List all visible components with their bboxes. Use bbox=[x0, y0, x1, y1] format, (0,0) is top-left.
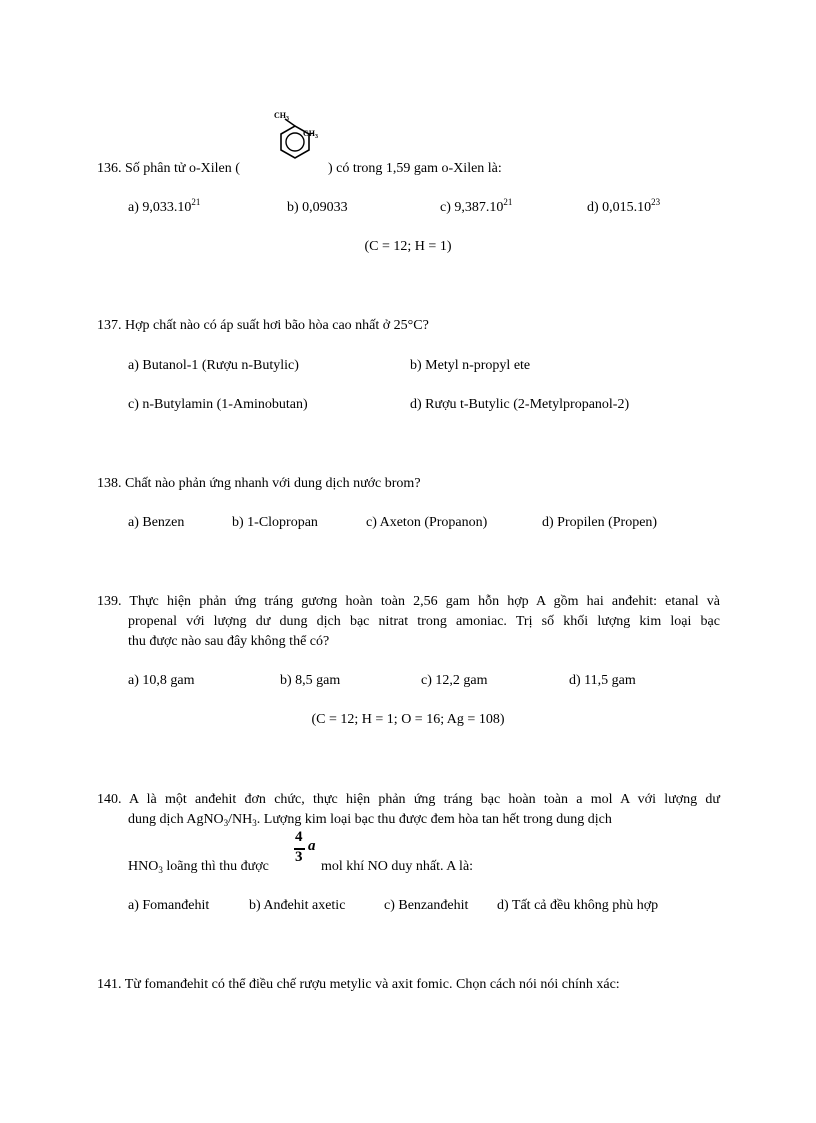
question-141: 141. Từ fomanđehit có thể điều chế rượu metylic và axit fomic. Chọn cách nói nói chính xác: bbox=[97, 977, 620, 992]
question-136-suffix: ) có trong 1,59 gam o-Xilen là: bbox=[328, 161, 502, 176]
option-138-d[interactable]: d) Propilen (Propen) bbox=[542, 515, 658, 530]
methyl-label-1: $CH_3$ bbox=[274, 111, 289, 122]
option-137-d[interactable]: d) Rượu t-Butylic (2-Metylpropanol-2) bbox=[410, 397, 630, 412]
option-136-a[interactable]: a) 9,033.10$^{21}$ bbox=[128, 197, 201, 215]
note-139: (C = 12; H = 1; O = 16; Ag = 108) bbox=[311, 712, 505, 727]
option-136-b[interactable]: b) 0,09033 bbox=[287, 200, 348, 215]
question-136 bbox=[97, 160, 240, 178]
fraction-numerator: 4 bbox=[295, 829, 303, 845]
o-xylene-structure bbox=[262, 106, 326, 171]
option-139-d[interactable]: d) 11,5 gam bbox=[569, 673, 636, 688]
benzene-ring-icon bbox=[262, 106, 326, 166]
note-136: (C = 12; H = 1) bbox=[364, 239, 452, 254]
option-137-a[interactable]: a) Butanol-1 (Rượu n-Butylic) bbox=[128, 358, 299, 373]
question-139-line-3: thu được nào sau đây không thể có? bbox=[128, 634, 330, 649]
question-139-line-2: propenal với lượng dư dung dịch bạc nitrat trong amoniac. Trị số khối lượng kim loại bạc bbox=[128, 614, 720, 629]
question-136-prefix: 136. Số phân tử o-Xilen ( bbox=[97, 161, 240, 176]
question-140-line-1: 140. A là một anđehit đơn chức, thực hiện phản ứng tráng bạc hoàn toàn a mol A với lượng dư bbox=[97, 792, 720, 807]
methyl-label-2: $CH_3$ bbox=[303, 129, 318, 140]
option-136-d[interactable]: d) 0,015.10$^{23}$ bbox=[587, 197, 661, 215]
option-139-b[interactable]: b) 8,5 gam bbox=[280, 673, 341, 688]
question-138: 138. Chất nào phản ứng nhanh với dung dịch nước brom? bbox=[97, 476, 421, 491]
option-138-b[interactable]: b) 1-Clopropan bbox=[232, 515, 318, 530]
option-137-b[interactable]: b) Metyl n-propyl ete bbox=[410, 358, 531, 373]
option-140-a[interactable]: a) Fomanđehit bbox=[128, 898, 210, 913]
question-137: 137. Hợp chất nào có áp suất hơi bão hòa cao nhất ở 25°C? bbox=[97, 318, 429, 333]
option-139-a[interactable]: a) 10,8 gam bbox=[128, 673, 195, 688]
question-140-line-3-end: mol khí NO duy nhất. A là: bbox=[321, 859, 474, 874]
option-138-c[interactable]: c) Axeton (Propanon) bbox=[366, 515, 488, 530]
question-139-line-1: 139. Thực hiện phản ứng tráng gương hoàn toàn 2,56 gam hỗn hợp A gồm hai anđehit: etanal và bbox=[97, 594, 720, 609]
option-140-c[interactable]: c) Benzanđehit bbox=[384, 898, 469, 913]
option-140-b[interactable]: b) Anđehit axetic bbox=[249, 898, 346, 913]
question-136-suffix-line bbox=[328, 160, 502, 178]
question-140-line-2: dung dịch $AgNO_3/NH_3$. Lượng kim loại bạc thu được đem hòa tan hết trong dung dịch bbox=[128, 812, 612, 828]
option-140-d[interactable]: d) Tất cả đều không phù hợp bbox=[497, 898, 659, 913]
option-139-c[interactable]: c) 12,2 gam bbox=[421, 673, 488, 688]
fraction-variable: a bbox=[308, 838, 316, 854]
option-136-c[interactable]: c) 9,387.10$^{21}$ bbox=[440, 197, 513, 215]
fraction-denominator: 3 bbox=[295, 849, 303, 865]
option-137-c[interactable]: c) n-Butylamin (1-Aminobutan) bbox=[128, 397, 308, 412]
option-138-a[interactable]: a) Benzen bbox=[128, 515, 185, 530]
question-140-line-3-start: $HNO_3$ loãng thì thu được bbox=[128, 859, 269, 875]
